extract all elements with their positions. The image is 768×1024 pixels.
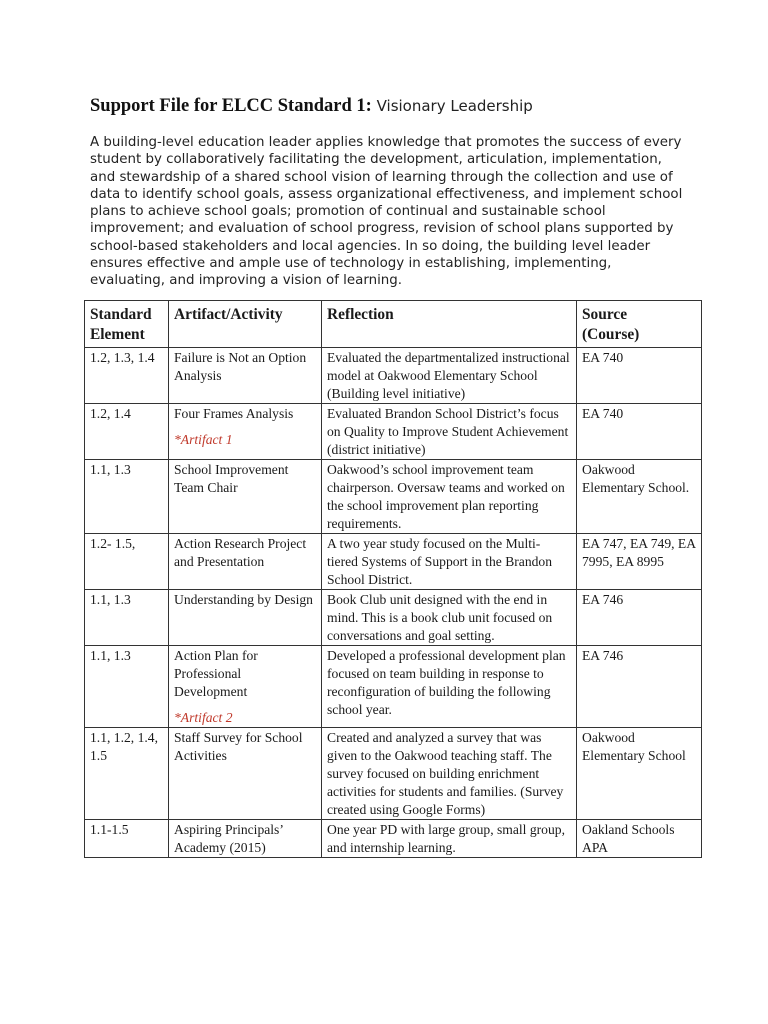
title-standard: Support File for ELCC Standard 1:: [90, 96, 372, 116]
cell-standard-element-text: 1.1, 1.3: [90, 648, 131, 663]
page-title: [90, 95, 710, 118]
cell-reflection-text: A two year study focused on the Multi-tiered Systems of Support in the Brandon School District.: [327, 536, 553, 587]
cell-source: [577, 534, 702, 590]
standards-table: [84, 300, 702, 858]
cell-source: [577, 348, 702, 404]
standard-description: A building-level education leader applies knowledge that promotes the success of every student by collaboratively facilitating the development, articulation, implementation, and stewardship of a shared school vision of learning through the collection and use of data to identify school goals, assess organizational effectiveness, and implement school plans to achieve school goals; promotion of continual and sustainable school improvement; and evaluation of school progress, revision of school plans supported by school-based stakeholders and local agencies. In so doing, the building level leader ensures effective and ample use of technology in establishing, implementing, evaluating, and improving a vision of learning.: [90, 135, 683, 289]
cell-artifact-activity-text: Action Research Project and Presentation: [174, 536, 307, 569]
header-source: [577, 301, 702, 348]
cell-reflection-text: Developed a professional development plan focused on team building in response to reconfiguration of building the following school year.: [327, 648, 566, 717]
cell-reflection: [322, 460, 577, 534]
cell-reflection: [322, 728, 577, 820]
cell-source-text: EA 746: [582, 592, 624, 607]
table-row: [85, 460, 702, 534]
cell-artifact-activity: [169, 348, 322, 404]
cell-standard-element-text: 1.1, 1.3: [90, 592, 131, 607]
cell-reflection-text: Evaluated the departmentalized instructional model at Oakwood Elementary School (Building level initiative): [327, 350, 570, 401]
cell-artifact-activity: [169, 590, 322, 646]
cell-reflection-text: Oakwood’s school improvement team chairperson. Oversaw teams and worked on the school improvement plan reporting requirements.: [327, 462, 565, 531]
cell-standard-element: [85, 820, 169, 858]
table-row: [85, 348, 702, 404]
cell-artifact-activity: [169, 728, 322, 820]
cell-standard-element-text: 1.2, 1.3, 1.4: [90, 350, 155, 365]
header-source-line1: Source: [582, 306, 628, 323]
table-body: [85, 348, 702, 858]
table-row: [85, 820, 702, 858]
cell-artifact-activity: [169, 404, 322, 460]
cell-reflection-text: One year PD with large group, small group, and internship learning.: [327, 822, 565, 855]
cell-reflection: [322, 534, 577, 590]
cell-source-text: EA 747, EA 749, EA 7995, EA 8995: [582, 536, 696, 569]
artifact-tag: *Artifact 1: [174, 432, 233, 447]
cell-reflection-text: Created and analyzed a survey that was given to the Oakwood teaching staff. The survey focused on building enrichment activities for students and families. (Survey created using Google Forms): [327, 730, 564, 817]
cell-artifact-activity-text: Staff Survey for School Activities: [174, 730, 303, 763]
cell-artifact-activity: [169, 460, 322, 534]
cell-source: [577, 460, 702, 534]
cell-source: [577, 404, 702, 460]
cell-source: [577, 590, 702, 646]
cell-standard-element-text: 1.2- 1.5,: [90, 536, 136, 551]
cell-artifact-activity-text: Failure is Not an Option Analysis: [174, 350, 307, 383]
table-row: [85, 646, 702, 728]
cell-reflection-text: Evaluated Brandon School District’s focus on Quality to Improve Student Achievement (district initiative): [327, 406, 569, 457]
table-row: [85, 728, 702, 820]
cell-reflection-text: Book Club unit designed with the end in mind. This is a book club unit focused on conversations and goal setting.: [327, 592, 553, 643]
table-row: [85, 534, 702, 590]
cell-standard-element: [85, 460, 169, 534]
artifact-tag: *Artifact 2: [174, 710, 233, 725]
cell-reflection: [322, 590, 577, 646]
cell-source: [577, 728, 702, 820]
table-header-row: [85, 301, 702, 348]
cell-reflection: [322, 820, 577, 858]
table-row: [85, 404, 702, 460]
cell-standard-element: [85, 728, 169, 820]
cell-source: [577, 820, 702, 858]
cell-artifact-activity: [169, 534, 322, 590]
cell-standard-element: [85, 646, 169, 728]
cell-standard-element-text: 1.1, 1.3: [90, 462, 131, 477]
cell-source-text: EA 740: [582, 406, 624, 421]
cell-standard-element: [85, 590, 169, 646]
cell-artifact-activity-text: Action Plan for Professional Development: [174, 648, 258, 699]
cell-standard-element: [85, 534, 169, 590]
header-standard-line2: Element: [90, 326, 145, 343]
cell-standard-element-text: 1.1-1.5: [90, 822, 129, 837]
table-row: [85, 590, 702, 646]
cell-artifact-activity-text: Understanding by Design: [174, 592, 313, 607]
cell-artifact-activity: [169, 646, 322, 728]
cell-artifact-activity-text: Four Frames Analysis: [174, 406, 294, 421]
cell-standard-element-text: 1.1, 1.2, 1.4, 1.5: [90, 730, 158, 763]
table-header: [85, 301, 702, 348]
cell-standard-element-text: 1.2, 1.4: [90, 406, 131, 421]
header-reflection: Reflection: [322, 301, 577, 348]
cell-artifact-activity-text: School Improvement Team Chair: [174, 462, 289, 495]
cell-reflection: [322, 646, 577, 728]
cell-source-text: EA 746: [582, 648, 624, 663]
cell-source-text: Oakland Schools APA: [582, 822, 675, 855]
cell-artifact-activity: [169, 820, 322, 858]
cell-artifact-activity-text: Aspiring Principals’ Academy (2015): [174, 822, 283, 855]
cell-standard-element: [85, 348, 169, 404]
cell-source-text: Oakwood Elementary School.: [582, 462, 690, 495]
cell-reflection: [322, 404, 577, 460]
title-subject: Visionary Leadership: [371, 97, 533, 115]
header-standard-line1: Standard: [90, 306, 152, 323]
cell-source: [577, 646, 702, 728]
cell-source-text: Oakwood Elementary School: [582, 730, 686, 763]
header-source-line2: (Course): [582, 326, 640, 343]
cell-reflection: [322, 348, 577, 404]
cell-source-text: EA 740: [582, 350, 624, 365]
header-standard-element: [85, 301, 169, 348]
cell-standard-element: [85, 404, 169, 460]
header-artifact-activity: Artifact/Activity: [169, 301, 322, 348]
